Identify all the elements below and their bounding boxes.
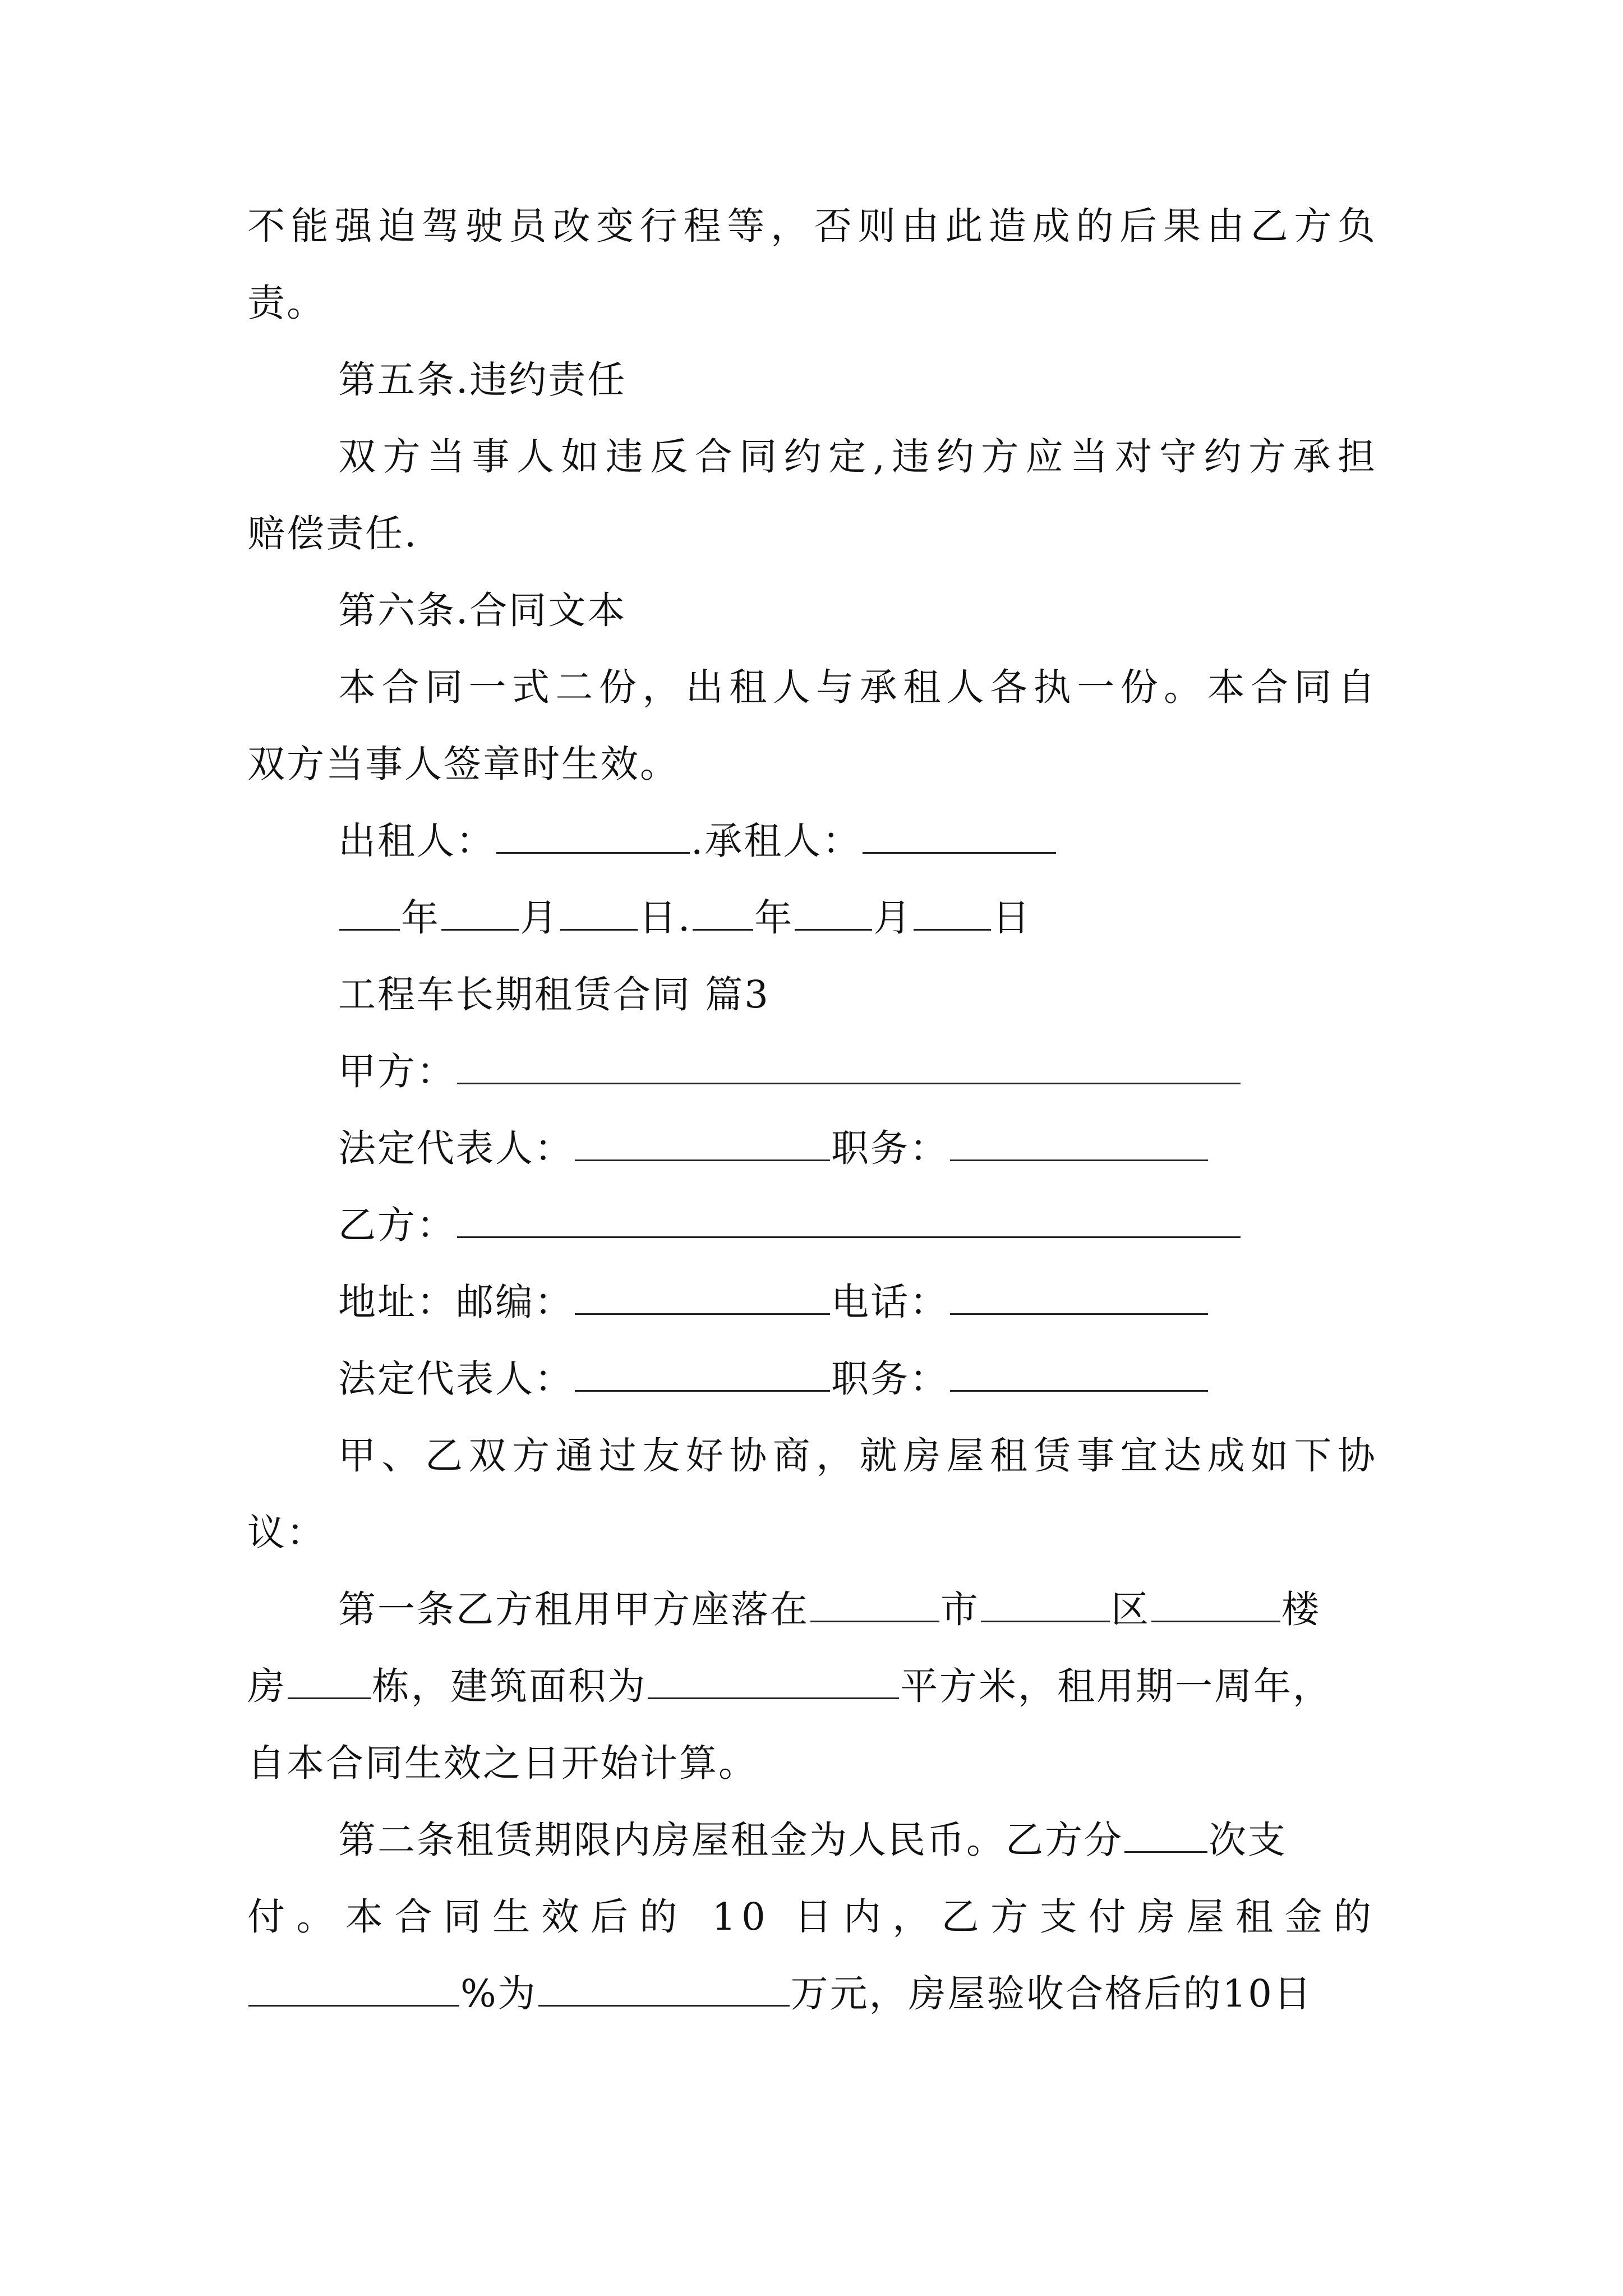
legal-rep-blank[interactable] — [575, 1125, 830, 1161]
dong-blank[interactable] — [288, 1663, 371, 1699]
party-a-line — [338, 1046, 1242, 1097]
month-blank[interactable] — [795, 894, 872, 931]
day-label: 日 — [992, 896, 1032, 940]
legal-rep-line — [338, 1354, 1209, 1404]
signature-line — [338, 816, 1057, 866]
paragraph-line: 责。 — [247, 281, 326, 325]
times-label: 次支 — [1209, 1818, 1287, 1862]
day-blank[interactable] — [560, 894, 638, 931]
article-2-line — [338, 1815, 1287, 1865]
article-1-text: 第一条乙方租用甲方座落在 — [338, 1588, 809, 1631]
article-2-text: 第二条租赁期限内房屋租金为人民币。乙方分 — [338, 1818, 1123, 1862]
address-line — [338, 1277, 1209, 1327]
paragraph-line: 双方当事人签章时生效。 — [247, 742, 679, 786]
position-blank[interactable] — [950, 1125, 1208, 1161]
month-label: 月 — [873, 896, 913, 940]
building-blank[interactable] — [1151, 1586, 1280, 1622]
position-blank[interactable] — [950, 1355, 1208, 1392]
paragraph-line: 甲、乙双方通过友好协商，就房屋租赁事宜达成如下协 — [338, 1434, 1377, 1478]
paragraph-line: 自本合同生效之日开始计算。 — [247, 1741, 758, 1785]
phone-label: 电话： — [831, 1280, 949, 1324]
paragraph-line: 本合同一式二份，出租人与承租人各执一份。本合同自 — [338, 665, 1377, 709]
date-line — [338, 892, 1031, 943]
building-label: 楼 — [1281, 1588, 1321, 1631]
postcode-blank[interactable] — [575, 1278, 830, 1315]
party-b-label: 乙方： — [338, 1203, 456, 1247]
district-label: 区 — [1111, 1588, 1150, 1631]
article-heading: 第六条.合同文本 — [338, 588, 627, 632]
year-label: 年 — [754, 896, 794, 940]
year-label: 年 — [401, 896, 440, 940]
percent-label: %为 — [460, 1972, 537, 2016]
paragraph-line: 赔偿责任. — [247, 512, 418, 555]
article-heading: 第五条.违约责任 — [338, 358, 627, 402]
amount-blank[interactable] — [538, 1970, 790, 2007]
lessee-blank[interactable] — [863, 817, 1056, 854]
position-label: 职务： — [831, 1357, 949, 1401]
sqm-label: 平方米，租用期一周年， — [900, 1664, 1332, 1708]
party-b-blank[interactable] — [457, 1202, 1241, 1238]
paragraph-line: 不能强迫驾驶员改变行程等，否则由此造成的后果由乙方负 — [247, 204, 1377, 248]
party-a-label: 甲方： — [338, 1050, 456, 1093]
party-a-blank[interactable] — [457, 1048, 1241, 1084]
legal-rep-line — [338, 1123, 1209, 1174]
times-blank[interactable] — [1124, 1816, 1207, 1853]
year-blank[interactable] — [339, 894, 400, 931]
paragraph-line: 议： — [247, 1511, 326, 1554]
article-1-line — [338, 1584, 1321, 1635]
amount-label: 万元，房屋验收合格后的10日 — [790, 1972, 1313, 2016]
lessor-label: 出租人： — [338, 819, 495, 863]
legal-rep-label: 法定代表人： — [338, 1126, 574, 1170]
section-title: 工程车长期租赁合同 篇3 — [338, 973, 770, 1016]
paragraph-line: 双方当事人如违反合同约定,违约方应当对守约方承担 — [338, 435, 1377, 478]
district-blank[interactable] — [981, 1586, 1110, 1622]
lessee-label: .承租人： — [691, 819, 862, 863]
day-label: 日. — [639, 896, 692, 940]
lessor-blank[interactable] — [496, 817, 690, 854]
city-blank[interactable] — [810, 1586, 939, 1622]
paragraph-line: 付。本合同生效后的 10 日内，乙方支付房屋租金的 — [247, 1895, 1377, 1939]
day-blank[interactable] — [914, 894, 991, 931]
legal-rep-label: 法定代表人： — [338, 1357, 574, 1401]
party-b-line — [338, 1200, 1242, 1250]
position-label: 职务： — [831, 1126, 949, 1170]
city-label: 市 — [940, 1588, 980, 1631]
fang-label: 房 — [247, 1664, 287, 1708]
month-label: 月 — [520, 896, 559, 940]
article-2-line — [247, 1968, 1313, 2019]
percent-blank[interactable] — [248, 1970, 459, 2007]
month-blank[interactable] — [441, 894, 519, 931]
legal-rep-blank[interactable] — [575, 1355, 830, 1392]
article-1-line — [247, 1661, 1332, 1711]
year-blank[interactable] — [693, 894, 753, 931]
area-label: 栋，建筑面积为 — [372, 1664, 647, 1708]
area-blank[interactable] — [648, 1663, 899, 1699]
address-postcode-label: 地址：邮编： — [338, 1280, 574, 1324]
phone-blank[interactable] — [950, 1278, 1208, 1315]
